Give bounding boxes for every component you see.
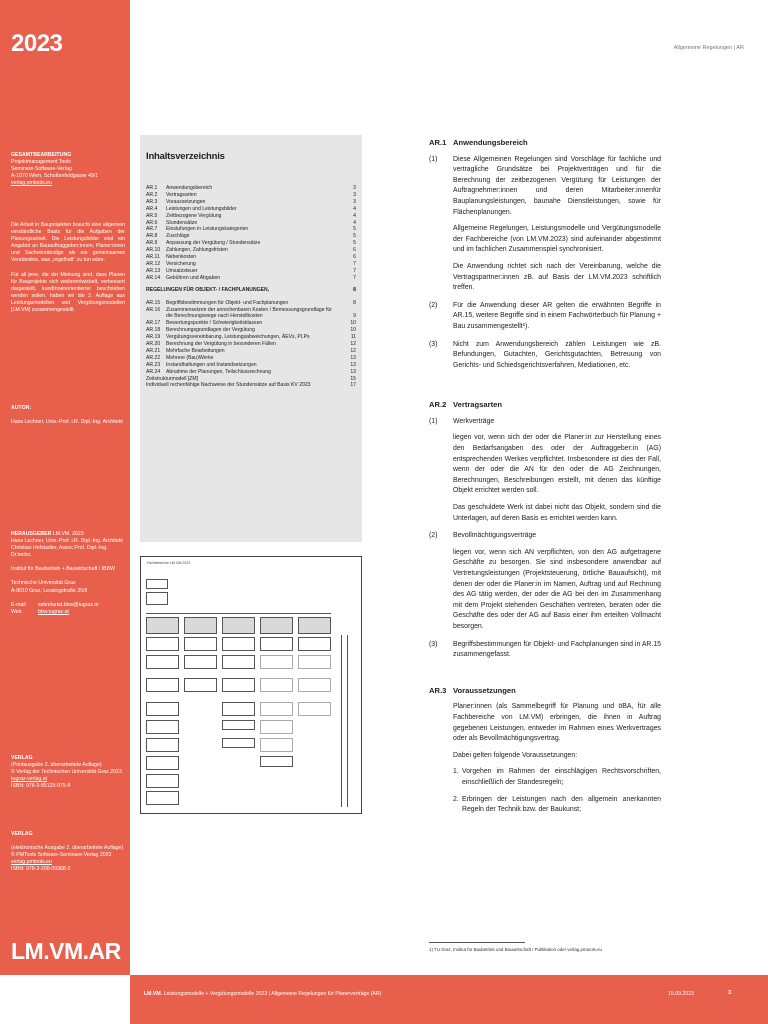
toc-entry[interactable] bbox=[146, 199, 356, 206]
footnote-divider bbox=[429, 942, 525, 943]
paragraph-number: (1) bbox=[429, 155, 438, 163]
publisher-name: Hans Lechner, Univ.-Prof. i.R. Dipl.-Ing. Architekt bbox=[11, 538, 123, 545]
toc-entry-page: 11 bbox=[350, 334, 356, 341]
diagram-box bbox=[260, 756, 293, 767]
toc-entry-title: Gebühren und Abgaben bbox=[166, 274, 221, 281]
editing-block bbox=[11, 152, 125, 187]
list-number: 1. bbox=[453, 768, 459, 776]
toc-entry-number: AR.14 bbox=[146, 274, 161, 281]
list-number: 2. bbox=[453, 795, 459, 803]
publisher-name: Christian Hofstadler, Assoc.Prof. Dipl.-Ing. Dr.techn. bbox=[11, 545, 108, 559]
diagram-box bbox=[298, 678, 331, 692]
verlag-link[interactable]: verlag.pmtools.eu bbox=[11, 859, 52, 866]
toc-entry-number: AR.23 bbox=[146, 361, 161, 368]
institute-line: Institut für Baubetrieb + Bauwirtschaft / IBBW bbox=[11, 566, 115, 573]
structure-diagram bbox=[140, 556, 362, 814]
toc-entry[interactable] bbox=[146, 233, 356, 240]
toc-entry-number: AR.22 bbox=[146, 354, 161, 361]
toc-entry-title: Vertragsarten bbox=[166, 191, 197, 198]
toc-entry-title: Berechnungsgrundlagen der Vergütung bbox=[166, 327, 255, 334]
toc-entry-number: AR.15 bbox=[146, 299, 161, 306]
section-body bbox=[453, 702, 661, 815]
toc-entry-number: AR.9 bbox=[146, 240, 158, 247]
toc-entry-page: 5 bbox=[353, 233, 356, 240]
toc-entry-number: AR.21 bbox=[146, 347, 161, 354]
toc-entry-title: Begriffsbestimmungen für Objekt- und Fachplanungen bbox=[166, 299, 289, 306]
toc-entry-title: Voraussetzungen bbox=[166, 198, 206, 205]
diagram-box bbox=[146, 637, 179, 651]
toc-entry-title: Bewertungspunkte / Schwierigkeitsklassen bbox=[166, 320, 263, 327]
diagram-box bbox=[260, 720, 293, 734]
toc-entry-page: 8 bbox=[353, 299, 356, 306]
main-content bbox=[429, 138, 661, 822]
toc-entry-title: Nebenkosten bbox=[166, 254, 197, 261]
author-heading: AUTOR: bbox=[11, 405, 32, 411]
diagram-box bbox=[298, 637, 331, 651]
toc-entry-title: Leistungen und Leistungsbilder bbox=[166, 205, 237, 212]
paragraph-number: (1) bbox=[429, 417, 438, 425]
toc-entry-page: 10 bbox=[350, 327, 356, 334]
diagram-box bbox=[146, 592, 168, 605]
toc-entry-title: Stundensätze bbox=[166, 219, 198, 226]
footer-brand: LM.VM. bbox=[144, 991, 163, 997]
email-link[interactable]: sekretariat.bbw@tugraz.at bbox=[38, 601, 99, 608]
toc-entry-title: Abnahme der Planungen, Teilschlussrechnung bbox=[166, 368, 271, 375]
toc-entry[interactable] bbox=[146, 369, 356, 376]
verlag-line: (Printausgabe 2. überarbeitete Auflage) bbox=[11, 762, 102, 769]
paragraph-item bbox=[429, 340, 661, 372]
toc-entry-page: 12 bbox=[350, 341, 356, 348]
toc-entry-title: Umsatzsteuer bbox=[166, 267, 198, 274]
section-title: Voraussetzungen bbox=[453, 685, 516, 695]
toc-entry-number: AR.20 bbox=[146, 341, 161, 348]
toc-entry-number: AR.18 bbox=[146, 327, 161, 334]
section-title: Anwendungsbereich bbox=[453, 138, 528, 147]
diagram-header bbox=[222, 617, 255, 634]
toc-entry-number: AR.11 bbox=[146, 254, 160, 261]
toc-entry-number: AR.5 bbox=[146, 212, 158, 219]
toc-entry-number: AR.16 bbox=[146, 306, 161, 313]
list-text: Vorgehen im Rahmen der einschlägigen Rechtsvorschriften, einschließlich der Standesregeln; bbox=[462, 768, 661, 786]
diagram-box bbox=[222, 720, 255, 730]
toc-entry-page: 5 bbox=[353, 240, 356, 247]
section-heading bbox=[429, 138, 661, 149]
diagram-box bbox=[260, 702, 293, 716]
diagram-box bbox=[298, 655, 331, 669]
paragraph-item bbox=[429, 417, 661, 524]
sidebar bbox=[0, 0, 130, 975]
toc-entry-title: Versicherung bbox=[166, 260, 196, 267]
toc-entry[interactable] bbox=[146, 355, 356, 362]
toc-entry-page: 4 bbox=[353, 219, 356, 226]
toc-entry-title: Anwendungsbereich bbox=[166, 185, 213, 191]
paragraph-text: liegen vor, wenn sich der oder die Planer:in zur Herstellung eines den Bedarfsangaben des oder der Auftraggeber:in (AG) entsprechenden Werkes verpflichtet. Insbesondere ist dies der Fall, wenn der oder die AN für den oder die AG Zeichnungen, Berechnungen, Beschreibungen erstellt, mit denen das künftige Objekt errichtet werden soll. bbox=[453, 434, 661, 495]
toc-entry-page: 4 bbox=[353, 212, 356, 219]
toc-entry-page: 5 bbox=[353, 226, 356, 233]
publisher-block bbox=[11, 531, 125, 616]
toc-entry-page: 7 bbox=[353, 267, 356, 274]
page-number: 3 bbox=[728, 990, 732, 996]
verlag-line: (elektronische Ausgabe 2. überarbeitete Auflage) bbox=[11, 845, 124, 852]
toc-title: Inhaltsverzeichnis bbox=[146, 151, 225, 162]
paragraph-number: (3) bbox=[429, 640, 438, 648]
editing-link[interactable]: verlag.pmtools.eu bbox=[11, 180, 52, 187]
toc-entry-number: AR.7 bbox=[146, 226, 158, 233]
year-label: 2023 bbox=[11, 30, 63, 57]
toc-entry[interactable] bbox=[146, 275, 356, 282]
verlag-line: © PMTools Software-Seminare-Verlag 2023 bbox=[11, 852, 112, 859]
diagram-title: Fachbereiche LM.VM.2023 bbox=[147, 561, 191, 565]
paragraph-number: (3) bbox=[429, 340, 438, 348]
institute-line: A-8010 Graz, Lessingstraße 25/II bbox=[11, 587, 88, 594]
toc-entry-number: AR.6 bbox=[146, 219, 158, 226]
section-code: AR.3 bbox=[429, 685, 447, 695]
paragraph-text: Nicht zum Anwendungsbereich zählen Leistungen wie zB. Befundungen, Gutachten, Gerichtsgutachten, Betreuung von Gerichts- und Schiedsgerichtsverfahren, Mediationen, etc. bbox=[453, 340, 661, 369]
publisher-heading-rest: LM.VM. 2023 bbox=[51, 531, 84, 537]
toc-entry[interactable] bbox=[146, 240, 356, 247]
diagram-box bbox=[146, 678, 179, 692]
toc-entry[interactable] bbox=[146, 320, 356, 327]
toc-entry-number: AR.12 bbox=[146, 260, 161, 267]
toc-entry-number: AR.2 bbox=[146, 191, 158, 198]
toc-entry-number: AR.3 bbox=[146, 198, 158, 205]
email-row bbox=[11, 602, 125, 609]
toc-entry-number bbox=[146, 313, 166, 320]
toc-entry[interactable] bbox=[146, 348, 356, 355]
diagram-box bbox=[222, 637, 255, 651]
paragraph-number: (2) bbox=[429, 532, 438, 540]
toc-entry-page: 3 bbox=[353, 185, 356, 191]
toc-entry-page bbox=[346, 307, 356, 314]
toc-entry-page: 17 bbox=[350, 382, 356, 389]
toc-entry-title: Instandhaltungen und Instandsetzungen bbox=[166, 361, 257, 368]
author-block bbox=[11, 405, 125, 426]
toc-entry[interactable] bbox=[146, 261, 356, 268]
toc-entry-page: 13 bbox=[350, 368, 356, 375]
verlag-ebook-block bbox=[11, 831, 125, 873]
brand-label: LM.VM.AR bbox=[11, 938, 121, 964]
toc-entry-page: 9 bbox=[353, 313, 356, 320]
page-footer bbox=[130, 975, 768, 1024]
verlag-print-block bbox=[11, 755, 125, 790]
diagram-box bbox=[146, 720, 179, 734]
diagram-box bbox=[222, 678, 255, 692]
running-header: Allgemeine Regelungen | AR bbox=[673, 45, 744, 51]
toc-entry-title: Zusammensetzen der anrechenbaren Kosten / Bemessungsgrundlage für bbox=[166, 306, 332, 313]
toc-entry-number: AR.8 bbox=[146, 233, 158, 240]
toc-entry-title: Anpassung der Vergütung / Stundensätze bbox=[166, 240, 261, 247]
email-label: E-mail bbox=[11, 601, 26, 608]
diagram-box bbox=[146, 702, 179, 716]
diagram-box bbox=[260, 655, 293, 669]
diagram-box bbox=[146, 774, 179, 788]
toc-entry-title: Vergütungsvereinbarung, Leistungsabweichungen, ÄEVs, PLPs bbox=[166, 334, 310, 341]
toc-entry-title: Berechnung der Vergütung in besonderen Fällen bbox=[166, 341, 276, 348]
toc-entry[interactable] bbox=[146, 334, 356, 341]
toc-entry-title: Zuschläge bbox=[166, 233, 190, 240]
toc-entry[interactable] bbox=[146, 313, 356, 320]
toc-entry-page: 6 bbox=[353, 254, 356, 261]
toc-entry-page: 3 bbox=[353, 198, 356, 205]
toc-entry-page: 13 bbox=[350, 361, 356, 368]
toc-entry-number: AR.10 bbox=[146, 247, 161, 254]
editing-line: A-1070 Wien, Schottenfeldgasse 49/1 bbox=[11, 173, 99, 180]
verlag-isbn: ISBN: 978-3-200-09368-3 bbox=[11, 866, 71, 873]
toc-entry-title: Zahlungen, Zahlungsfristen bbox=[166, 247, 228, 254]
paragraph-text: Für die Anwendung dieser AR gelten die erwähnten Begriffe in AR.15, weitere Begriffe sind in einem Fachwörterbuch für Planung + Bau zusammengestellt¹). bbox=[453, 301, 661, 330]
verlag-line: © Verlag der Technischen Universität Graz 2023 bbox=[11, 769, 122, 776]
verlag-heading: VERLAG bbox=[11, 831, 33, 837]
footer-text bbox=[144, 991, 381, 997]
toc-entry[interactable] bbox=[146, 300, 356, 307]
toc-entry-page: 15 bbox=[350, 375, 356, 382]
diagram-box bbox=[146, 655, 179, 669]
editing-line: Projektmanagement Tools bbox=[11, 159, 71, 166]
verlag-heading: VERLAG bbox=[11, 755, 33, 761]
toc-entry[interactable] bbox=[146, 247, 356, 254]
diagram-box bbox=[146, 579, 168, 589]
toc-entry-number: AR.19 bbox=[146, 334, 161, 341]
list-item bbox=[453, 767, 661, 788]
toc-entry[interactable] bbox=[146, 185, 356, 192]
toc-entry-number: AR.4 bbox=[146, 205, 158, 212]
verlag-link[interactable]: tugraz-verlag.at bbox=[11, 776, 48, 783]
section-code: AR.2 bbox=[429, 400, 447, 410]
diagram-box bbox=[184, 678, 217, 692]
toc-entry[interactable] bbox=[146, 213, 356, 220]
footnote: 1) TU Graz, Institut für Baubetrieb und Bauwirtschaft / Publikation oder verlag.pmtools.eu bbox=[429, 947, 602, 952]
section-heading bbox=[429, 686, 661, 697]
diagram-box bbox=[222, 702, 255, 716]
toc-entry[interactable] bbox=[146, 206, 356, 213]
institute-line: Technische Universität Graz bbox=[11, 580, 76, 587]
toc-entry-number: AR.17 bbox=[146, 320, 161, 327]
diagram-box bbox=[298, 702, 331, 716]
diagram-box bbox=[222, 738, 255, 748]
toc-entry-title: Individuell rechenfähige Nachweise der Stundensätze auf Basis KV 2023 bbox=[146, 382, 311, 389]
intro-paragraph: Die Arbeit in Bauprojekten braucht eine allgemein verständliche Basis für die Aufgaben der Planungsarbeit. Die Leistungsbilder sind ein Angebot an Bauauftraggeber:innen, Planer:innen und Sachverständige als ein gemeinsames Verständnis, was „regelhaft“ zu tun wäre. bbox=[11, 222, 125, 264]
publisher-heading: HERAUSGEBER bbox=[11, 531, 52, 537]
diagram-box bbox=[260, 637, 293, 651]
section-title: Vertragsarten bbox=[453, 400, 502, 410]
toc-entry-title: Einstufungen in Leistungskategorien bbox=[166, 226, 249, 233]
diagram-axis bbox=[347, 635, 348, 807]
intro-paragraph: Für all jene, die der Meinung sind, dass Planen für Bauprojekte sich weiterentwickelt, verbessert dargestellt, kundInnenorientierter beschrieben werden sollen, haben wir die 2. Auflage aus Leistungsmodellen und Vergütungsmodellen [LM.VM] zusammengestellt. bbox=[11, 271, 125, 314]
intro-block bbox=[11, 222, 125, 314]
diagram-box bbox=[222, 655, 255, 669]
toc-entry[interactable] bbox=[146, 220, 356, 227]
toc-entry-page: 7 bbox=[353, 260, 356, 267]
toc-entry-title: Mehrere (Bau)Werke bbox=[166, 354, 214, 361]
toc-entry-page: 3 bbox=[353, 191, 356, 198]
section-code: AR.1 bbox=[429, 138, 447, 147]
paragraph-item bbox=[429, 640, 661, 661]
diagram-box bbox=[146, 791, 179, 805]
paragraph-text: Allgemeine Regelungen, Leistungsmodelle und Vergütungsmodelle der Fachbereiche (von LM.VM.2023) sind aufeinander abgestimmt und im fachlichen Zusammenspiel synchronisiert. bbox=[453, 225, 661, 254]
diagram-header bbox=[184, 617, 217, 634]
toc-entry-title: die Berechnungswege nach Herstellkosten bbox=[166, 313, 263, 320]
toc-entry-title: Zeitstrukturmodell [ZM] bbox=[146, 375, 199, 382]
toc-entry-number: AR.13 bbox=[146, 267, 161, 274]
web-label: Web bbox=[11, 608, 22, 615]
toc-list bbox=[146, 185, 356, 389]
diagram-box bbox=[260, 738, 293, 752]
toc-entry[interactable] bbox=[146, 376, 356, 383]
paragraph-item bbox=[429, 155, 661, 294]
toc-entry[interactable] bbox=[146, 287, 356, 294]
toc-entry[interactable] bbox=[146, 382, 356, 389]
toc-entry-page: 6 bbox=[353, 247, 356, 254]
toc-entry-page: 8 bbox=[353, 286, 356, 293]
section-heading bbox=[429, 400, 661, 411]
footer-title: Leistungsmodelle + Vergütungsmodelle 2023 | Allgemeine Regelungen für Planerverträge (AR) bbox=[162, 991, 382, 997]
diagram-box bbox=[146, 756, 179, 770]
diagram-rule bbox=[146, 613, 331, 614]
toc-entry[interactable] bbox=[146, 341, 356, 348]
toc-entry-title: Zeitbezogene Vergütung bbox=[166, 212, 222, 219]
diagram-header bbox=[260, 617, 293, 634]
toc-entry[interactable] bbox=[146, 362, 356, 369]
toc-entry[interactable] bbox=[146, 226, 356, 233]
toc-entry-page: 12 bbox=[350, 347, 356, 354]
paragraph-text: Die Anwendung richtet sich nach der Vereinbarung, welche die Vertragspartner:innen zB. auf Basis der LM.VM.2023 schriftlich treffen. bbox=[453, 262, 661, 292]
footer-date: 15.09.2023 bbox=[668, 991, 694, 997]
paragraph-text: Das geschuldete Werk ist dabei nicht das Objekt, sondern sind die Unterlagen, auf deren Basis es errichtet werden kann. bbox=[453, 504, 661, 522]
paragraph-item bbox=[429, 301, 661, 333]
toc-entry-page: 10 bbox=[350, 320, 356, 327]
author-name: Hans Lechner, Univ.-Prof. i.R. Dipl.-Ing. Architekt bbox=[11, 419, 123, 426]
toc-entry-number: AR.1 bbox=[146, 185, 158, 191]
toc-entry-title: Mehrfache Bearbeitungen bbox=[166, 347, 225, 354]
diagram-header bbox=[298, 617, 331, 634]
toc-entry[interactable] bbox=[146, 268, 356, 275]
paragraph-subheading: Werkverträge bbox=[453, 417, 495, 425]
editing-heading: GESAMTBEARBEITUNG bbox=[11, 152, 72, 158]
paragraph-text: liegen vor, wenn sich AN verpflichten, von den AG aufgetragene Geschäfte zu besorgen. Sie sind insbesondere anwendbar auf Vertretungsleistungen (Projektsteuerung, örtliche Bauaufsicht), mit denen der oder die Planer:in im Namen, Auftrag und auf Rechnung des AG tätig werden, der oder die AG bei den im Zusammenhang mit dem Projekt stehenden Geschäften vertreten, beraten oder die Geschäfte des oder der AG auf Basis einer ihm erteilten Vollmacht besorgen. bbox=[453, 548, 661, 630]
paragraph-text: Dabei gelten folgende Voraussetzungen: bbox=[453, 751, 578, 759]
toc-entry-page: 4 bbox=[353, 205, 356, 212]
paragraph-item bbox=[429, 531, 661, 632]
toc-entry-title: REGELUNGEN FÜR OBJEKT- / FACHPLANUNGEN, bbox=[146, 286, 270, 293]
table-of-contents bbox=[140, 135, 362, 542]
paragraph-subheading: Bevollmächtigungsverträge bbox=[453, 532, 537, 540]
web-link[interactable]: bbw.tugraz.at bbox=[38, 608, 69, 615]
toc-entry[interactable] bbox=[146, 254, 356, 261]
toc-entry-page: 7 bbox=[353, 274, 356, 281]
diagram-header bbox=[146, 617, 179, 634]
diagram-axis bbox=[341, 635, 342, 807]
editing-line: Seminare-Software-Verlag bbox=[11, 166, 72, 173]
paragraph-text: Begriffsbestimmungen für Objekt- und Fachplanungen sind in AR.15 zusammengefasst. bbox=[453, 640, 661, 659]
diagram-box bbox=[260, 678, 293, 692]
toc-entry[interactable] bbox=[146, 307, 356, 314]
diagram-box bbox=[184, 637, 217, 651]
web-row bbox=[11, 609, 125, 616]
toc-entry-number: AR.24 bbox=[146, 368, 161, 375]
list-text: Erbringen der Leistungen nach den allgemein anerkannten Regeln der Technik bzw. der Baukunst; bbox=[462, 795, 661, 814]
diagram-box bbox=[184, 655, 217, 669]
paragraph-text: Planer:innen (als Sammelbegriff für Planung und öBA, für alle Fachbereiche von LM.VM) erbringen, die ihnen in Auftrag gegebenen Leistungen, entweder im Rahmen eines Werkvertrages oder als Bevollmächtigungsvertrag. bbox=[453, 703, 661, 743]
verlag-isbn: ISBN: 978-3-85125-975-9 bbox=[11, 783, 71, 790]
paragraph-text: Diese Allgemeinen Regelungen sind Vorschläge für fachliche und vertragliche Grundsätze bei Projektverträgen und für die Berechnung der zeitbezogenen Vergütung für Leistungen der Auftragnehmer:innen und deren Mitarbeiter:innenfür Bauplanungsleistungen, baunahe Dienstleistungen, sowie für Flächenplanungen. bbox=[453, 155, 661, 216]
paragraph-number: (2) bbox=[429, 301, 438, 309]
toc-entry-page: 13 bbox=[350, 354, 356, 361]
list-item bbox=[453, 795, 661, 816]
toc-entry[interactable] bbox=[146, 192, 356, 199]
diagram-box bbox=[146, 738, 179, 752]
